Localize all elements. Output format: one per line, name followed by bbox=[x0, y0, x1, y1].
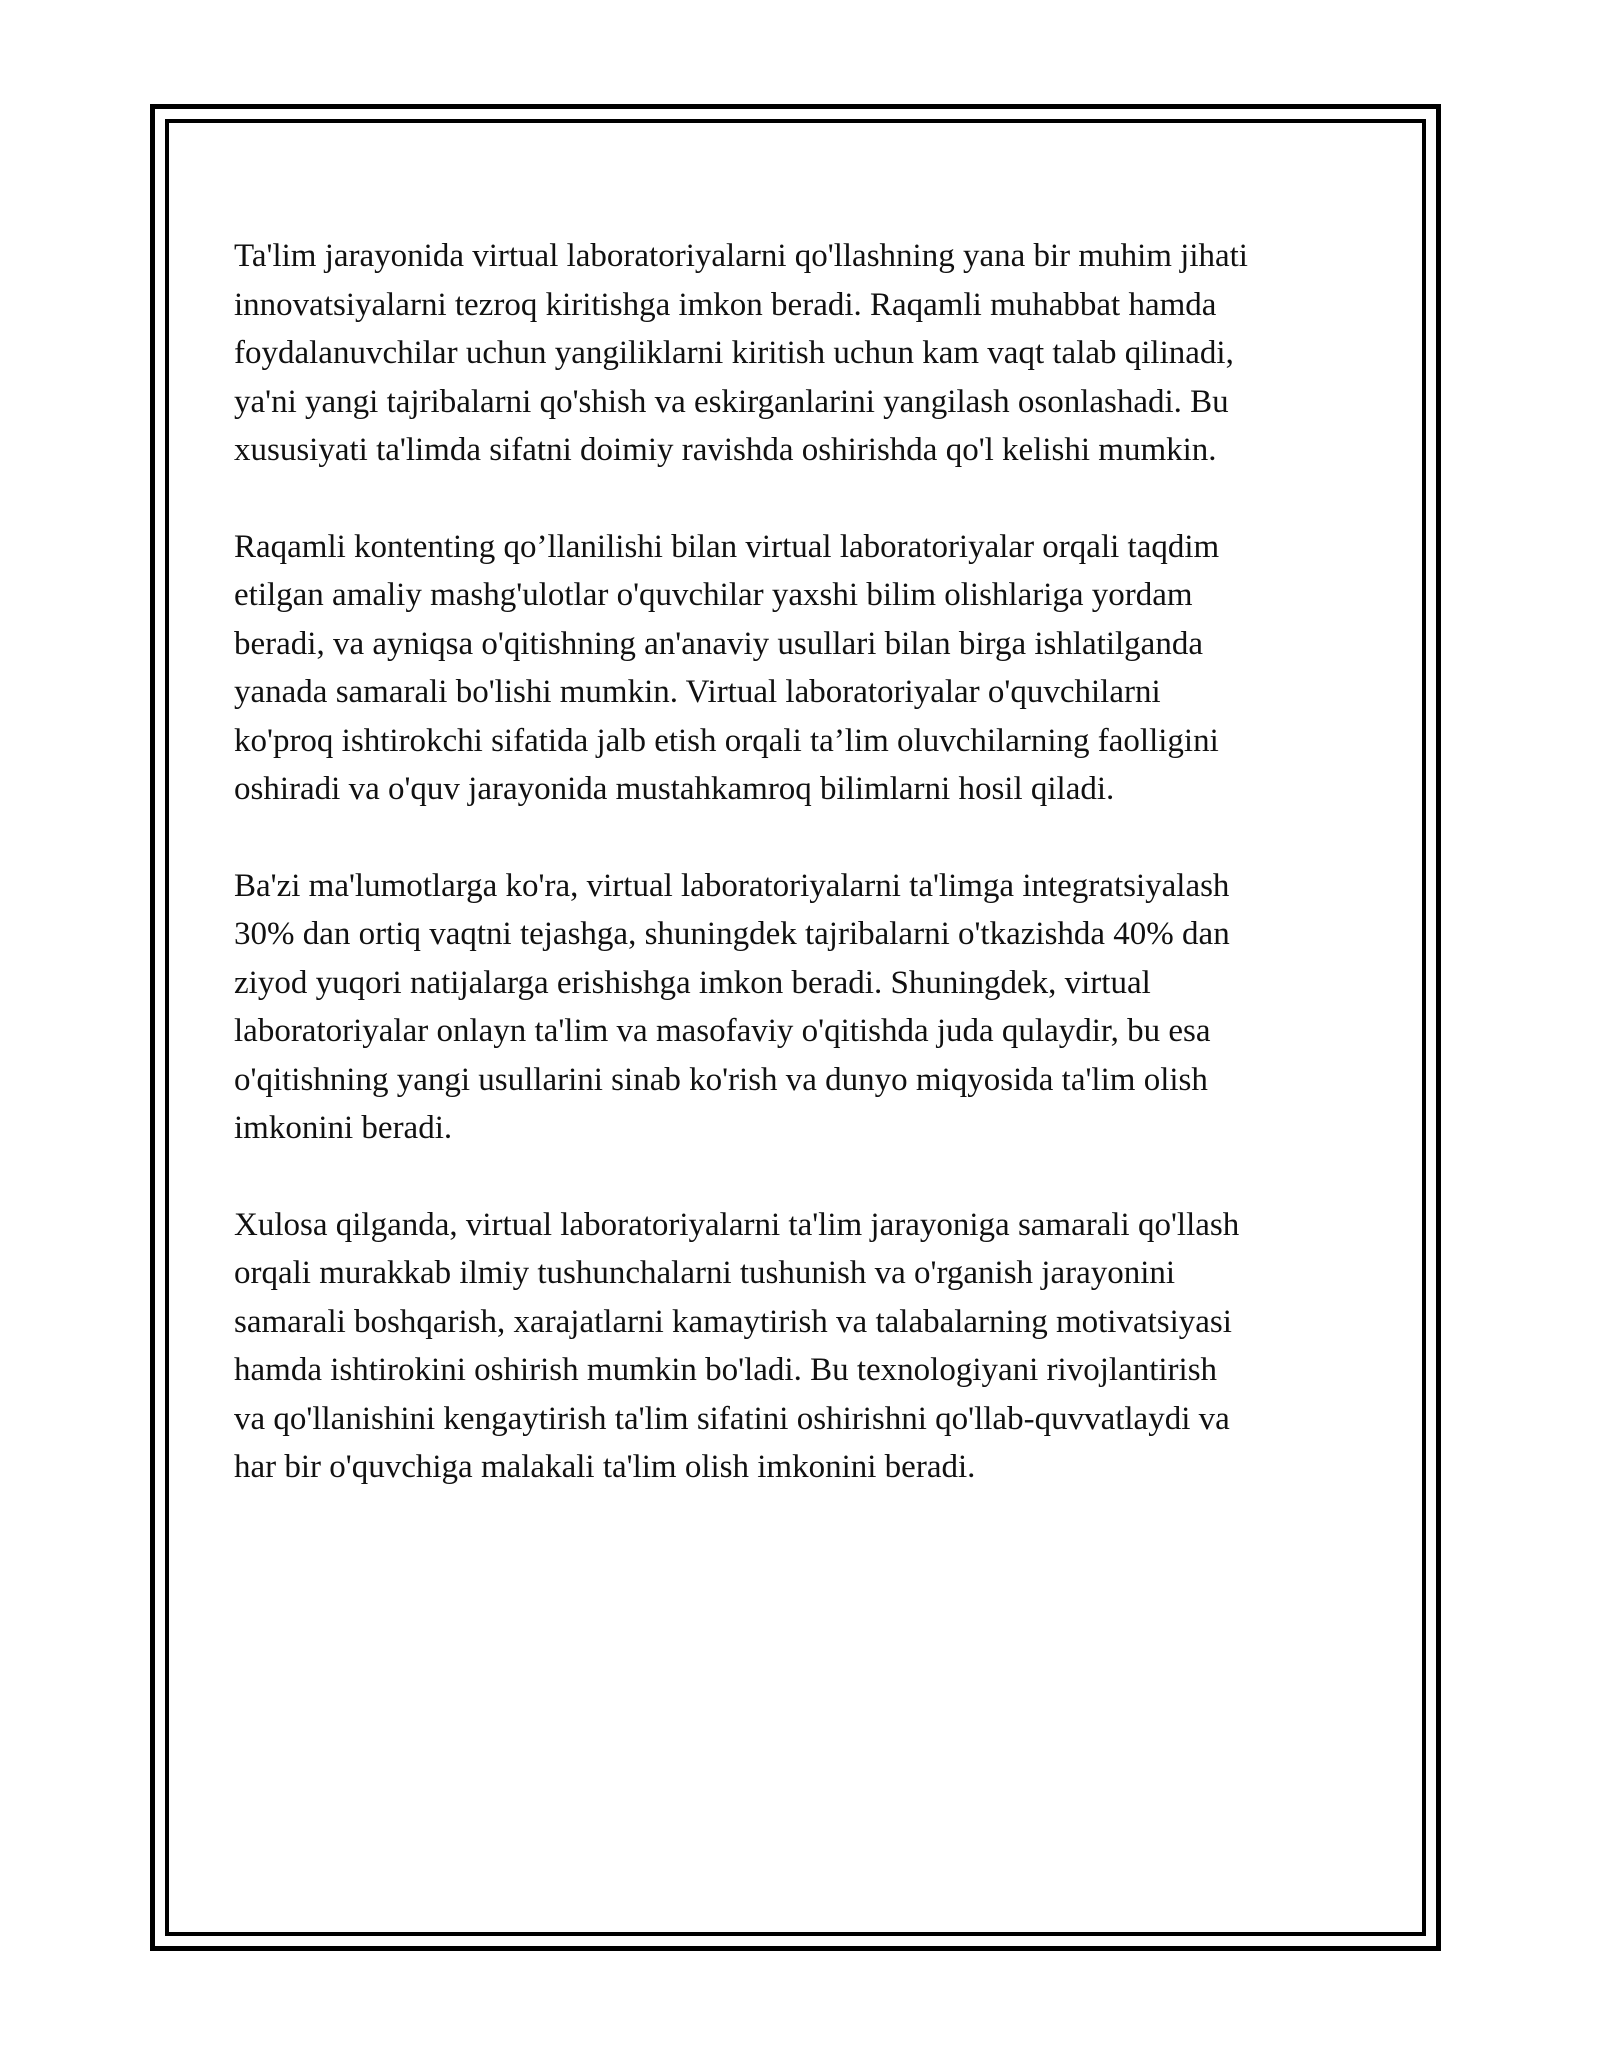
paragraph-line: orqali murakkab ilmiy tushunchalarni tushunish va o'rganish jarayonini bbox=[234, 1255, 1176, 1291]
paragraph-line: va qo'llanishini kengaytirish ta'lim sifatini oshirishni qo'llab-quvvatlaydi va bbox=[234, 1400, 1230, 1437]
paragraph-line: yanada samarali bo'lishi mumkin. Virtual laboratoriyalar o'quvchilarni bbox=[234, 674, 1161, 710]
paragraph-line: ya'ni yangi tajribalarni qo'shish va eskirganlarini yangilash osonlashadi. Bu bbox=[234, 383, 1229, 420]
paragraph-line: Ba'zi ma'lumotlarga ko'ra, virtual laboratoriyalarni ta'limga integratsiyalash bbox=[234, 867, 1230, 904]
paragraph-line: Ta'lim jarayonida virtual laboratoriyalarni qo'llashning yana bir muhim jihati bbox=[234, 238, 1248, 274]
paragraph-3 bbox=[234, 862, 1374, 1153]
paragraph-line: oshiradi va o'quv jarayonida mustahkamroq bilimlarni hosil qiladi. bbox=[234, 771, 1115, 807]
paragraph-line: ziyod yuqori natijalarga erishishga imkon beradi. Shuningdek, virtual bbox=[234, 964, 1151, 1001]
page-content bbox=[234, 232, 1374, 1540]
paragraph-line: foydalanuvchilar uchun yangiliklarni kiritish uchun kam vaqt talab qilinadi, bbox=[234, 335, 1234, 371]
paragraph-line: 30% dan ortiq vaqtni tejashga, shuningdek tajribalarni o'tkazishda 40% dan bbox=[234, 916, 1230, 952]
paragraph-line: ko'proq ishtirokchi sifatida jalb etish orqali ta’lim oluvchilarning faolligini bbox=[234, 722, 1219, 759]
paragraph-line: har bir o'quvchiga malakali ta'lim olish imkonini beradi. bbox=[234, 1449, 976, 1485]
paragraph-line: Xulosa qilganda, virtual laboratoriyalarni ta'lim jarayoniga samarali qo'llash bbox=[234, 1206, 1240, 1243]
paragraph-line: hamda ishtirokini oshirish mumkin bo'ladi. Bu texnologiyani rivojlantirish bbox=[234, 1352, 1218, 1388]
paragraph-line: beradi, va ayniqsa o'qitishning an'anaviy usullari bilan birga ishlatilganda bbox=[234, 625, 1203, 662]
paragraph-4 bbox=[234, 1201, 1374, 1492]
paragraph-line: xususiyati ta'limda sifatni doimiy ravishda oshirishda qo'l kelishi mumkin. bbox=[234, 432, 1217, 468]
paragraph-line: imkonini beradi. bbox=[234, 1110, 453, 1146]
paragraph-line: o'qitishning yangi usullarini sinab ko'rish va dunyo miqyosida ta'lim olish bbox=[234, 1061, 1208, 1098]
paragraph-line: innovatsiyalarni tezroq kiritishga imkon beradi. Raqamli muhabbat hamda bbox=[234, 286, 1217, 323]
paragraph-line: laboratoriyalar onlayn ta'lim va masofaviy o'qitishda juda qulaydir, bu esa bbox=[234, 1013, 1211, 1049]
paragraph-1 bbox=[234, 232, 1374, 475]
paragraph-line: Raqamli kontenting qo’llanilishi bilan virtual laboratoriyalar orqali taqdim bbox=[234, 528, 1220, 565]
paragraph-line: samarali boshqarish, xarajatlarni kamaytirish va talabalarning motivatsiyasi bbox=[234, 1303, 1232, 1340]
paragraph-2 bbox=[234, 523, 1374, 814]
paragraph-line: etilgan amaliy mashg'ulotlar o'quvchilar yaxshi bilim olishlariga yordam bbox=[234, 577, 1193, 613]
